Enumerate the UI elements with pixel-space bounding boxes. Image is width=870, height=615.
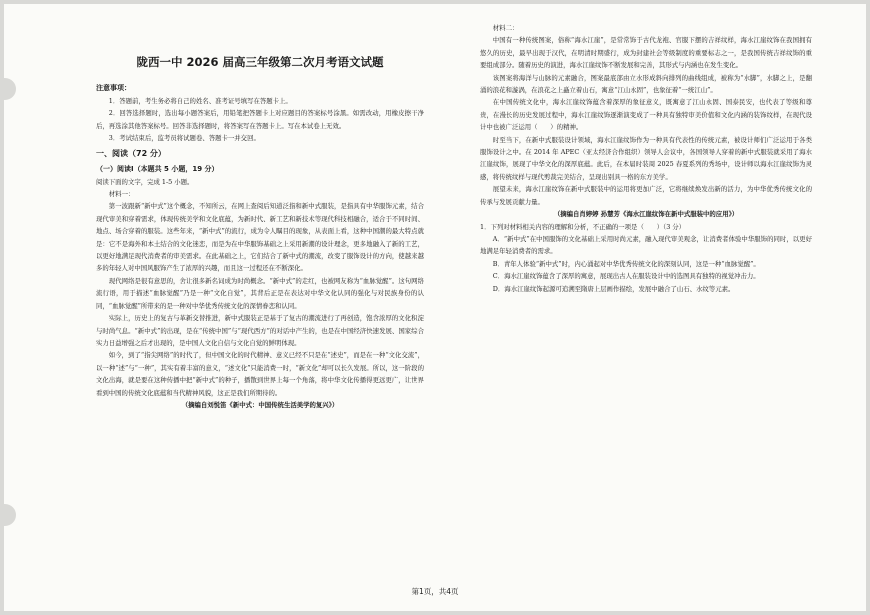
right-column — [480, 22, 812, 295]
binding-hole — [4, 504, 16, 526]
material1-paragraph: 现代网络是很有意思的，舍让很多新名词成为时尚概念。“新中式”的走红，也被网友称为“血脉觉醒”。这句网络流行语，用于描述“血脉觉醒”乃是一种“文化自觉”，其背后正是在表达对中华文化认同的强化与对民族身份的认同，“血脉觉醒”所带来的是一种对中华优秀传统文化的深情眷恋和认同。 — [96, 276, 424, 310]
question-stem: 1．下列对材料相关内容的理解和分析，不正确的一项是（ ）（3 分） — [480, 222, 686, 231]
question-option-a: A．“新中式”在中国服饰的文化基础上采用时尚元素，融入现代审美观念，让消费者体验中华服饰的同时，以更好地满足年轻消费者的需求。 — [480, 234, 812, 256]
notice-heading: 注意事项： — [96, 84, 131, 92]
material2-source: （摘编自肖婷婷 孙慧芳《海水江崖纹饰在新中式服装中的应用》） — [553, 210, 739, 219]
material2-paragraph: 该图案将海洋与山脉的元素融合，图案最底部由立水形成斜向排列的曲线组成，被称为“水脚”，水脚之上，是翻涌的浪花和漩涡，在浪花之上矗立着山石，寓意“江山永固”，也象征着“一统江山”。 — [480, 73, 812, 95]
material1-paragraph: 第一波跟新“新中式”这个概念，不知所云，在网上查阅后知道泛指和新中式服装，是指具有中华服饰元素，结合现代审美和穿着需求，体现传统美学和文化底蕴，为新时代、新工艺和新技术等现代科技相融合，适合于不同时间、地点、场合穿着的服装。这些年来，“新中式”的流行，成为令人瞩目的现象，从表面上看，这种中国潮的最大特点就是：它不是海外和本土结合的文化迷恋，而是为在中华服饰基础之上采用新潮的设计理念，更多地融入了新的工艺，以更好地满足现代消费者的审美需求。在此基础之上，它们结合了新中式的潮流，改变了服饰设计的方向，使越来越多的年轻人对中国风服饰产生了浓厚的兴趣，而且这一过程还在不断深化。 — [96, 202, 424, 273]
material2-paragraph: 展望未来，海水江崖纹饰在新中式服装中的运用将更加广泛，它将继续焕发出新的活力，为中华优秀传统文化的传承与发展贡献力量。 — [480, 185, 812, 206]
section-heading: 一、阅读（72 分） — [96, 148, 166, 158]
material1-label: 材料一： — [108, 190, 135, 199]
instruction-text: 阅读下面的文字，完成 1-5 小题。 — [96, 177, 194, 186]
notice-item: 1．答题前，考生务必将自己的姓名、准考证号填写在答题卡上。 — [108, 97, 292, 105]
material1-source: （摘编自刘悦笛《新中式：中国传统生活美学的复兴》） — [181, 400, 339, 409]
question-option-b: B．青年人体验“新中式”时，内心涌起对中华优秀传统文化的深刻认同，这是一种“血脉觉醒”。 — [492, 259, 760, 268]
question-option-c: C．海水江崖纹饰蕴含了深厚的寓意，展现出古人在服装设计中的选图具有独特的视觉冲击力。 — [492, 272, 760, 281]
exam-title: 陇西一中 2026 届高三年级第二次月考语文试题 — [136, 55, 384, 69]
left-column — [96, 22, 424, 411]
material1-paragraph: 如今，到了“指尖网络”的时代了，但中国文化的时代精神、意义已经不只是在“述史”，而是在一种“文化交流”，以一种“述”与“一种”，其实有着丰富的意义，“述文化”只能消费一时，“新文化”却可以长久发展。所以，这一阶段的文化出海，就是要在这种传播中把“新中式”的种子，播散到世界上每一个角落，将中华文化传播得更远更广，让世界看到中国的传统文化底蕴和当代精神风貌，这正是我们所期待的。 — [96, 351, 424, 397]
notice-item: 2．回答选择题时，选出每小题答案后，用铅笔把答题卡上对应题目的答案标号涂黑。如需改动，用橡皮擦干净后，再选涂其他答案标号。回答非选择题时，将答案写在答题卡上。写在本试卷上无效。 — [96, 109, 424, 130]
page-footer: 第1页，共4页 — [411, 587, 459, 596]
subsection-heading: （一）阅读Ⅰ（本题共 5 小题，19 分） — [96, 164, 219, 173]
material1-paragraph: 实际上，历史上的复古与革新交替推进，新中式服装正是基于了复古的潮流进行了再创造，饱含浓厚的文化积淀与时尚气息。“新中式”的出现，是在“传统中国”与“现代西方”的对话中产生的，也是在中国经济快速发展、国家综合实力日益增强之后才出现的，是中国人文化自信与文化自觉的鲜明体现。 — [96, 314, 424, 347]
material2-paragraph: 中国有一种传统图案，俗称“海水江崖”，是常常饰于古代龙袍、官服下摆的吉祥纹样，海水江崖纹饰在我国拥有悠久的历史，最早出现于汉代，在明清时期盛行，成为封建社会等级制度的重要标志之一，是我国传统吉祥纹饰的重要组成部分。随着历史的演进，海水江崖纹饰不断发展和完善，其形式与内涵也在发生变化。 — [480, 36, 812, 70]
question-option-d: D．海水江崖纹饰起源可追溯至隋唐上层画作描绘，发展中融合了山石、水纹等元素。 — [492, 284, 735, 293]
material2-paragraph: 在中国传统文化中，海水江崖纹饰蕴含着深厚的象征意义，既寓意了江山永固、国泰民安，也代表了等级和尊贵，在漫长的历史发展过程中，海水江崖纹饰逐渐演变成了一种具有独特审美价值和文化内涵的装饰纹样，在现代设计中也被广泛运用（ ）的精神。 — [480, 98, 812, 132]
material2-label: 材料二： — [492, 24, 519, 32]
notice-item: 3．考试结束后，监考员将试题卷、答题卡一并交回。 — [108, 134, 260, 143]
material2-paragraph: 时至当下，在新中式服装设计领域，海水江崖纹饰作为一种具有代表性的传统元素，被设计师们广泛运用于各类服饰设计之中。在 2014 年 APEC（亚太经济合作组织）领导人会议中，各国领导人穿着的新中式服装就采用了海水江崖纹饰，展现了中华文化的深厚底蕴。此后，在本届时装周 2025 春夏系列的秀场中，设计师以海水江崖纹饰为灵感，将传统纹样与现代剪裁完美结合，呈现出别具一格的东方美学。 — [480, 135, 812, 181]
exam-page — [4, 4, 866, 611]
binding-hole — [4, 78, 16, 100]
